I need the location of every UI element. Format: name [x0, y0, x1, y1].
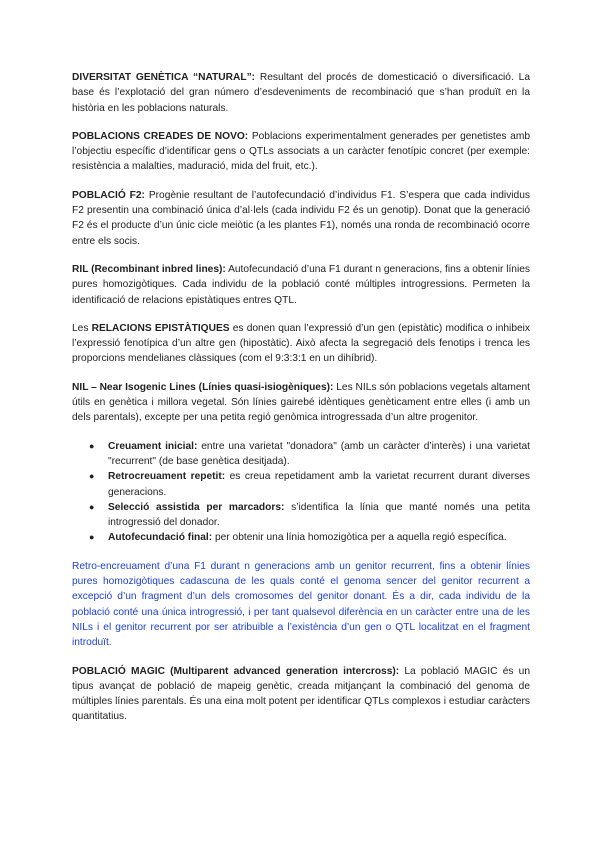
text-poblacions-creades: Poblacions experimentalment generades per genetistes amb l’objectiu específic d’identificar gens o QTLs associats a un caràcter fenotípic concret (per exemple: resistència a malalties, maduració, mida del fruit, etc.). — [72, 130, 530, 173]
step-term: Autofecundació final: — [108, 532, 213, 544]
text-magic: La població MAGIC és un tipus avançat de població de mapeig genètic, creada mitjançant la combinació del genoma de múltiples línies parentals. És una eina molt potent per identificar QTLs complexos i estudiar caràcters quantitatius. — [72, 665, 530, 723]
paragraph-ril — [72, 262, 530, 308]
steps-list — [72, 439, 530, 546]
term-ril: RIL (Recombinant inbred lines): — [72, 263, 226, 275]
list-item — [89, 469, 530, 500]
step-term: Retrocreuament repetit: — [108, 471, 226, 483]
step-text: s’identifica la línia que manté només una petita introgressió del donador. — [108, 501, 531, 529]
step-term: Creuament inicial: — [108, 440, 198, 452]
term-poblacions-creades: POBLACIONS CREADES DE NOVO: — [72, 130, 249, 142]
term-diversitat: DIVERSITAT GENÈTICA “NATURAL”: — [72, 72, 256, 83]
step-text: entre una varietat "donadora" (amb un caràcter d’interès) i una varietat "recurrent" (de base genètica desitjada). — [108, 440, 530, 467]
list-item — [89, 439, 530, 470]
text-epistasis-after: es donen quan l’expressió d’un gen (epistàtic) modifica o inhibeix l’expressió fenotípica d’un altre gen (hipostàtic). Això afecta la segregació dels fenotips i trenca les proporcions mendelianes clàssiques (com el 9:3:3:1 en un dihíbrid). — [72, 322, 531, 365]
term-poblacio-f2: POBLACIÓ F2: — [72, 189, 145, 201]
step-text: es creua repetidament amb la varietat recurrent durant diverses generacions. — [108, 471, 530, 498]
text-diversitat: Resultant del procés de domesticació o diversificació. La base és l’explotació del gran número d’esdeveniments de recombinació que s’han produït en la història en les poblacions naturals. — [72, 72, 530, 114]
term-magic: POBLACIÓ MAGIC (Multiparent advanced generation intercross): — [72, 665, 400, 677]
document-page — [72, 70, 530, 738]
bullet-icon: ● — [89, 471, 95, 482]
bullet-icon: ● — [89, 501, 95, 512]
paragraph-blue-note: Retro-encreuament d’una F1 durant n generacions amb un genitor recurrent, fins a obtenir línies pures homozigòtiques cadascuna de les quals conté el genoma sencer del genitor recurrent a excepció d’un fragment d’un dels cromosomes del genitor donant. És a dir, cada individu de la població conté una única introgressió, i per tant qualsevol diferència en un caràcter entre una de les NILs i el genitor recurrent por ser atribuible a l’existència d’un gen o QTL localitzat en el fragment introduït. — [72, 560, 530, 649]
term-nil: NIL – Near Isogenic Lines (Línies quasi-isiogèniques): — [72, 381, 334, 393]
paragraph-diversitat — [72, 70, 530, 116]
step-text: per obtenir una línia homozigòtica per a aquella regió específica. — [212, 532, 507, 544]
list-item — [89, 500, 531, 531]
term-epistasis: RELACIONS EPISTÀTIQUES — [91, 322, 230, 334]
step-term: Selecció assistida per marcadors: — [108, 501, 285, 513]
paragraph-epistasis — [72, 321, 530, 367]
bullet-icon: ● — [89, 532, 95, 543]
list-item — [89, 530, 530, 545]
text-poblacio-f2: Progènie resultant de l’autofecundació d’individus F1. S’espera que cada individus F2 presentin una combinació única d’al·lels (cada individu F2 és un genotip). Donat que la generació F2 és el producte d’un únic cicle meiòtic (a les plantes F1), només una ronda de recombinació ocorre entre els socis. — [72, 189, 530, 247]
paragraph-poblacions-creades — [72, 129, 530, 175]
text-nil: Les NILs són poblacions vegetals altament útils en genètica i millora vegetal. Són línies gairebé idèntiques genèticament entre elles (i amb un dels parentals), excepte per una petita regió genòmica introgressada d’un altre progenitor. — [72, 381, 530, 424]
bullet-icon: ● — [89, 440, 95, 451]
paragraph-magic — [72, 664, 530, 725]
text-ril: Autofecundació d’una F1 durant n generacions, fins a obtenir línies pures homozigòtiques. Cada individu de la població conté múltiples introgressions. Permeten la identificació de relacions epistàtiques entres QTL. — [72, 263, 530, 306]
text-epistasis-before: Les — [72, 322, 92, 334]
paragraph-nil — [72, 380, 530, 426]
paragraph-poblacio-f2 — [72, 188, 530, 249]
